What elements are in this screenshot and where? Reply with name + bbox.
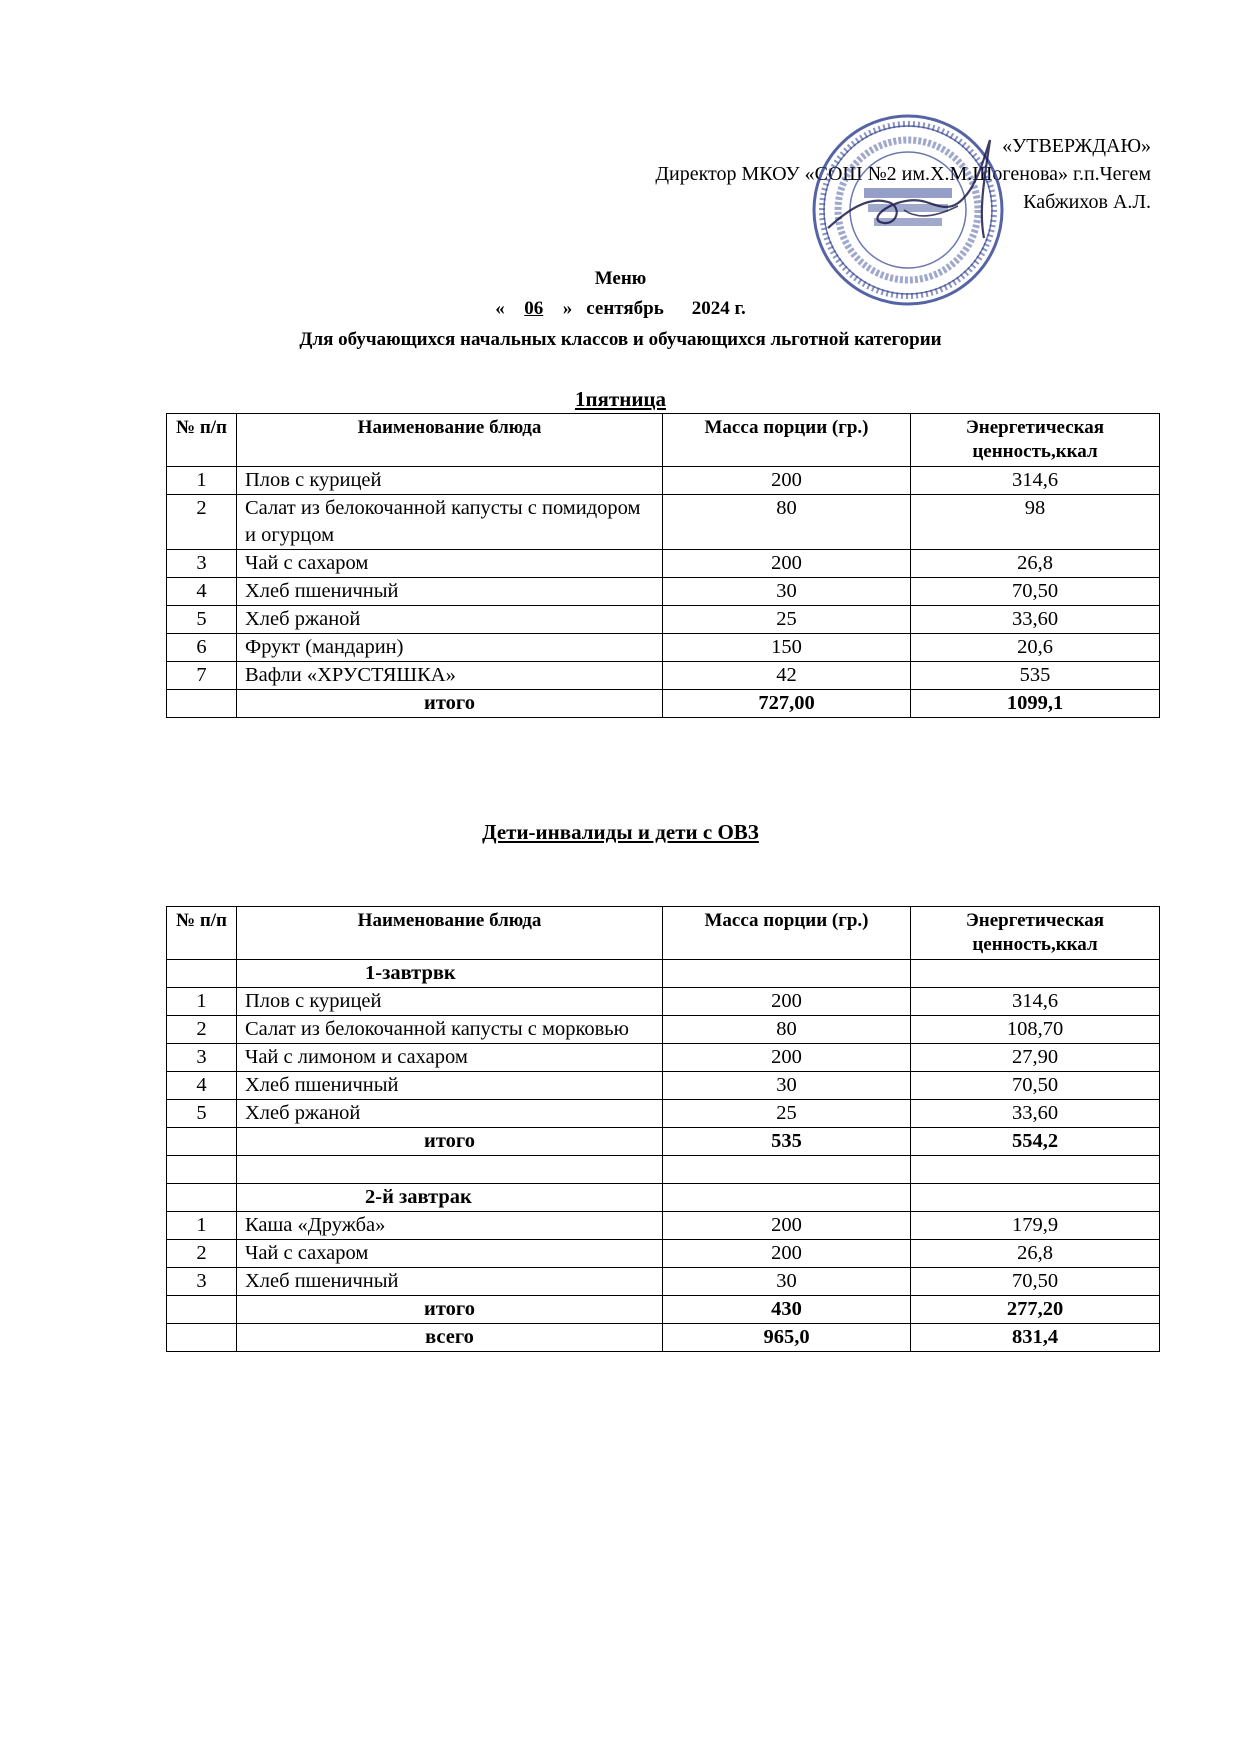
energy-value: 314,6: [911, 988, 1160, 1016]
portion-mass: 42: [663, 662, 911, 690]
breakfast2-total-energy: 277,20: [911, 1296, 1160, 1324]
menu-table-1: [166, 413, 1160, 718]
dish-name: Хлеб пшеничный: [237, 578, 663, 606]
dish-name: Салат из белокочанной капусты с морковью: [237, 1016, 663, 1044]
portion-mass: 80: [663, 495, 911, 550]
grand-total-mass: 965,0: [663, 1324, 911, 1352]
energy-value: 314,6: [911, 467, 1160, 495]
energy-value: 26,8: [911, 1240, 1160, 1268]
energy-value: 70,50: [911, 1072, 1160, 1100]
portion-mass: 25: [663, 606, 911, 634]
breakfast2-label: 2-й завтрак: [237, 1184, 663, 1212]
section1-heading: 1пятница: [574, 387, 667, 411]
breakfast1-section-row: [167, 960, 1160, 988]
energy-value: 108,70: [911, 1016, 1160, 1044]
table-total-row: [167, 690, 1160, 718]
col-header-name: Наименование блюда: [237, 907, 663, 960]
col-header-num: № п/п: [167, 414, 237, 467]
breakfast1-total-mass: 535: [663, 1128, 911, 1156]
table-row: [167, 1100, 1160, 1128]
portion-mass: 200: [663, 988, 911, 1016]
blank-row: [167, 1156, 1160, 1184]
portion-mass: 150: [663, 634, 911, 662]
menu-title: Меню: [594, 268, 647, 289]
energy-value: 70,50: [911, 1268, 1160, 1296]
col-header-num: № п/п: [167, 907, 237, 960]
energy-value: 535: [911, 662, 1160, 690]
table-row: [167, 662, 1160, 690]
dish-name: Чай с сахаром: [237, 550, 663, 578]
menu-date: [0, 298, 1241, 320]
total-label: итого: [237, 690, 663, 718]
date-quote-close: »: [562, 298, 573, 319]
row-number: 4: [167, 1072, 237, 1100]
table-row: [167, 1240, 1160, 1268]
row-number: 1: [167, 988, 237, 1016]
breakfast2-total-mass: 430: [663, 1296, 911, 1324]
portion-mass: 200: [663, 1044, 911, 1072]
dish-name: Салат из белокочанной капусты с помидором и огурцом: [237, 495, 663, 550]
table-row: [167, 988, 1160, 1016]
dish-name: Вафли «ХРУСТЯШКА»: [237, 662, 663, 690]
grand-total-energy: 831,4: [911, 1324, 1160, 1352]
grand-total-row: [167, 1324, 1160, 1352]
col-header-energy: Энергетическая ценность,ккал: [911, 414, 1160, 467]
menu-table-2: [166, 906, 1160, 1352]
col-header-name: Наименование блюда: [237, 414, 663, 467]
dish-name: Каша «Дружба»: [237, 1212, 663, 1240]
row-number: 6: [167, 634, 237, 662]
energy-value: 33,60: [911, 1100, 1160, 1128]
table-row: [167, 1016, 1160, 1044]
table-row: [167, 634, 1160, 662]
director-line: Директор МКОУ «СОШ №2 им.Х.М.Шогенова» г.п.Чегем: [655, 163, 1151, 185]
dish-name: Чай с сахаром: [237, 1240, 663, 1268]
breakfast1-total-energy: 554,2: [911, 1128, 1160, 1156]
row-number: 1: [167, 467, 237, 495]
dish-name: Хлеб ржаной: [237, 1100, 663, 1128]
table-row: [167, 1044, 1160, 1072]
energy-value: 179,9: [911, 1212, 1160, 1240]
dish-name: Хлеб пшеничный: [237, 1072, 663, 1100]
table-row: [167, 495, 1160, 550]
date-day: 06: [524, 298, 544, 319]
portion-mass: 30: [663, 1072, 911, 1100]
portion-mass: 200: [663, 1240, 911, 1268]
row-number: 5: [167, 1100, 237, 1128]
portion-mass: 200: [663, 467, 911, 495]
breakfast1-total-row: [167, 1128, 1160, 1156]
row-number: 1: [167, 1212, 237, 1240]
energy-value: 20,6: [911, 634, 1160, 662]
breakfast2-total-row: [167, 1296, 1160, 1324]
date-month: сентябрь: [586, 298, 664, 319]
director-name: Кабжихов А.Л.: [1023, 191, 1151, 213]
grand-total-label: всего: [237, 1324, 663, 1352]
energy-value: 98: [911, 495, 1160, 550]
dish-name: Плов с курицей: [237, 988, 663, 1016]
energy-value: 27,90: [911, 1044, 1160, 1072]
approve-label: «УТВЕРЖДАЮ»: [1002, 135, 1151, 157]
table-row: [167, 1072, 1160, 1100]
total-mass: 727,00: [663, 690, 911, 718]
row-number: 5: [167, 606, 237, 634]
row-number: 4: [167, 578, 237, 606]
portion-mass: 30: [663, 1268, 911, 1296]
col-header-mass: Масса порции (гр.): [663, 907, 911, 960]
energy-value: 33,60: [911, 606, 1160, 634]
table-row: [167, 467, 1160, 495]
table-row: [167, 1268, 1160, 1296]
energy-value: 70,50: [911, 578, 1160, 606]
row-number: 2: [167, 495, 237, 550]
table-row: [167, 606, 1160, 634]
dish-name: Чай с лимоном и сахаром: [237, 1044, 663, 1072]
row-number: 7: [167, 662, 237, 690]
energy-value: 26,8: [911, 550, 1160, 578]
dish-name: Хлеб пшеничный: [237, 1268, 663, 1296]
table-row: [167, 1212, 1160, 1240]
dish-name: Хлеб ржаной: [237, 606, 663, 634]
row-number: 2: [167, 1240, 237, 1268]
col-header-mass: Масса порции (гр.): [663, 414, 911, 467]
date-year: 2024 г.: [691, 298, 746, 319]
portion-mass: 25: [663, 1100, 911, 1128]
row-number: 3: [167, 1044, 237, 1072]
breakfast2-total-label: итого: [237, 1296, 663, 1324]
portion-mass: 200: [663, 1212, 911, 1240]
table-header-row: [167, 414, 1160, 467]
portion-mass: 30: [663, 578, 911, 606]
row-number: 3: [167, 550, 237, 578]
date-quote-open: «: [495, 298, 505, 319]
table-row: [167, 550, 1160, 578]
total-energy: 1099,1: [911, 690, 1160, 718]
breakfast1-label: 1-завтрвк: [237, 960, 663, 988]
row-number: 3: [167, 1268, 237, 1296]
table-row: [167, 578, 1160, 606]
portion-mass: 200: [663, 550, 911, 578]
row-number: 2: [167, 1016, 237, 1044]
breakfast1-total-label: итого: [237, 1128, 663, 1156]
menu-audience: Для обучающихся начальных классов и обучающихся льготной категории: [299, 329, 942, 350]
dish-name: Фрукт (мандарин): [237, 634, 663, 662]
dish-name: Плов с курицей: [237, 467, 663, 495]
col-header-energy: Энергетическая ценность,ккал: [911, 907, 1160, 960]
breakfast2-section-row: [167, 1184, 1160, 1212]
table-header-row: [167, 907, 1160, 960]
portion-mass: 80: [663, 1016, 911, 1044]
section2-heading: Дети-инвалиды и дети с ОВЗ: [482, 820, 759, 844]
